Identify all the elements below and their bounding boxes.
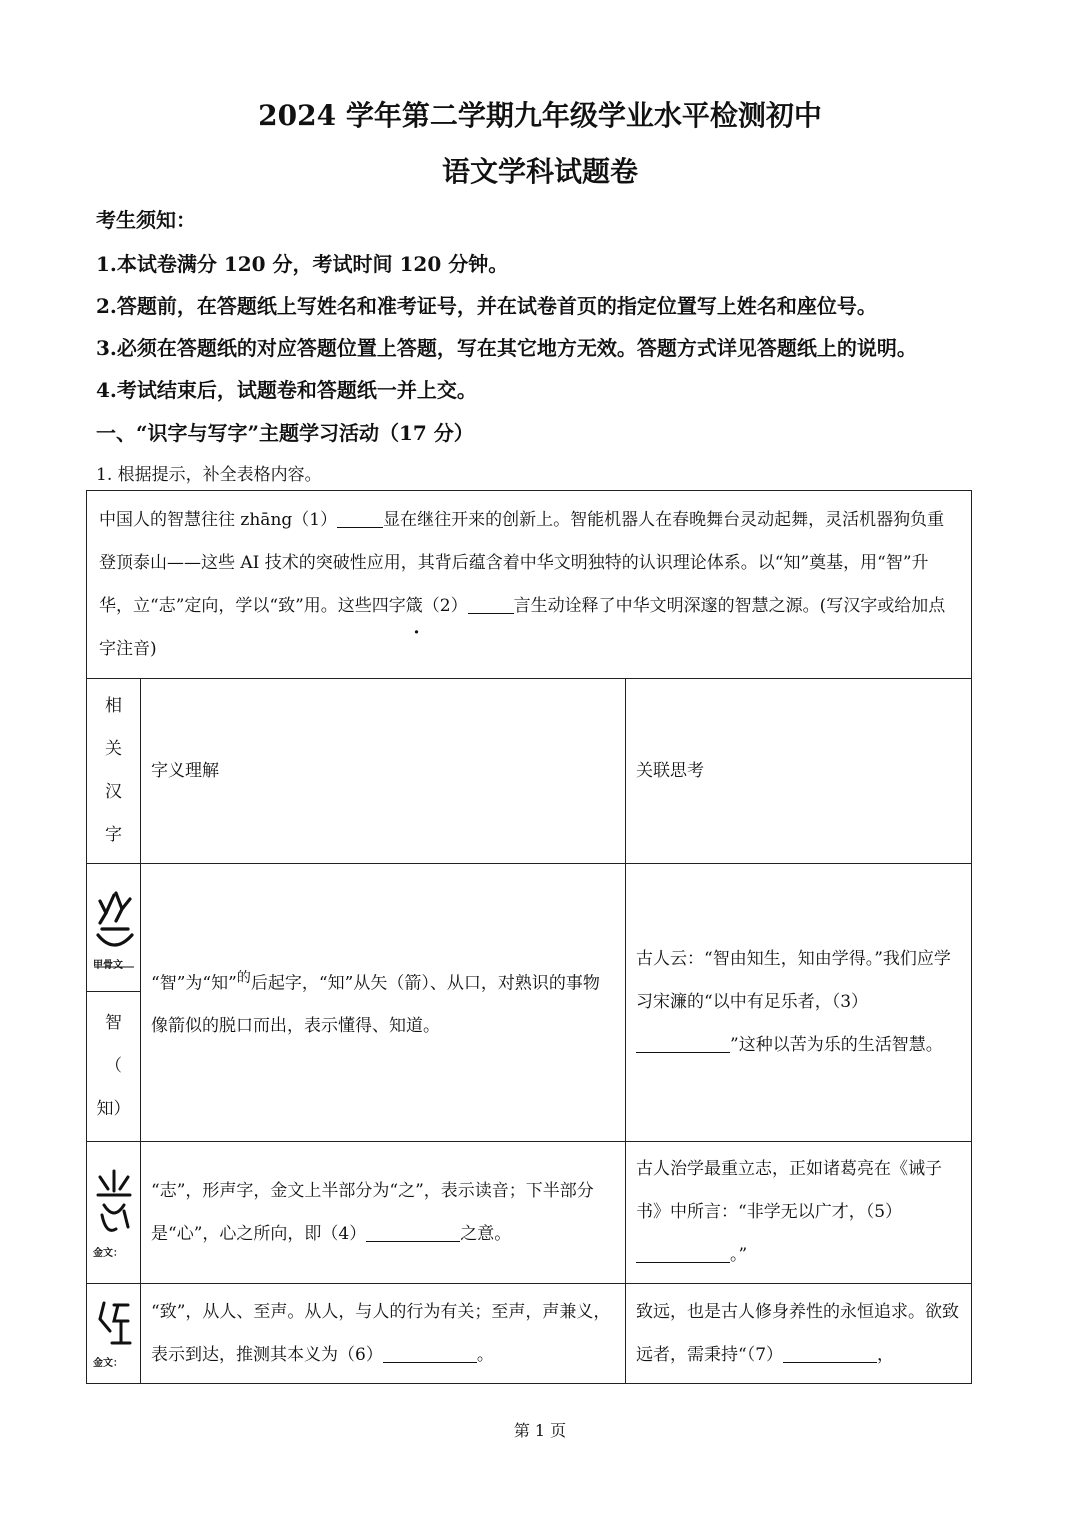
blank-2[interactable] xyxy=(468,596,514,614)
blank-5[interactable] xyxy=(636,1245,730,1263)
question1-prompt: 1. 根据提示，补全表格内容。 xyxy=(96,465,322,485)
blank-1[interactable] xyxy=(337,510,383,528)
blank-6[interactable] xyxy=(383,1345,477,1363)
char-zhi-cell: 智 （ 知） xyxy=(87,992,141,1142)
header-meaning: 字义理解 xyxy=(141,679,626,864)
bronze-label-1: 金文： xyxy=(93,1247,123,1259)
question1-table xyxy=(86,490,972,1384)
blank-4[interactable] xyxy=(366,1224,460,1242)
bronze-label-2: 金文： xyxy=(93,1357,123,1369)
header-related-chars: 相 关 汉 字 xyxy=(87,679,141,864)
meaning-zhi-will: “志”，形声字，金文上半部分为“之”，表示读音；下半部分是“心”，心之所向，即（4） 之意。 xyxy=(141,1142,626,1284)
header-thinking: 关联思考 xyxy=(626,679,972,864)
thinking-zhi-reach: 致远，也是古人修身养性的永恒追求。欲致远者，需秉持“（7） ， xyxy=(626,1284,972,1384)
bronze-zhi-will-glyph-cell xyxy=(87,1142,141,1284)
meaning-zhi-reach: “致”，从人、至声。从人，与人的行为有关；至声，声兼义，表示到达，推测其本义为（6） 。 xyxy=(141,1284,626,1384)
blank-7[interactable] xyxy=(783,1345,877,1363)
bronze-zhi-reach-glyph-cell xyxy=(87,1284,141,1384)
blank-3[interactable] xyxy=(636,1035,730,1053)
thinking-zhi: 古人云：“智由知生，知由学得。”我们应学习宋濂的“以中有足乐者，（3）”这种以苦为乐的生活智慧。 xyxy=(626,864,972,1142)
oracle-bone-label: 甲骨文 xyxy=(93,959,123,971)
notice-heading: 考生须知： xyxy=(96,208,196,232)
intro-passage: 中国人的智慧往往 zhāng（1） 显在继往开来的创新上。智能机器人在春晚舞台灵动起舞，灵活机器狗负重登顶泰山——这些 AI 技术的突破性应用，其背后蕴含着中华文明独特的认识理论体系。以“知”奠基，用“智”升华，立“志”定向，学以“致”用。这些四字箴（2） 言生动诠释了中华文明深邃的智慧之源。(写汉字或给加点字注音) xyxy=(87,491,972,679)
notice-item-2: 2.答题前，在答题纸上写姓名和准考证号，并在试卷首页的指定位置写上姓名和座位号。 xyxy=(96,294,877,318)
oracle-bone-glyph-cell xyxy=(87,864,141,992)
notice-item-3: 3.必须在答题纸的对应答题位置上答题，写在其它地方无效。答题方式详见答题纸上的说明。 xyxy=(96,336,917,360)
exam-title-line2: 语文学科试题卷 xyxy=(441,155,638,188)
bronze-zhi-will-glyph-icon xyxy=(94,1165,134,1247)
thinking-zhi-will: 古人治学最重立志，正如诸葛亮在《诫子书》中所言：“非学无以广才，（5）。” xyxy=(626,1142,972,1284)
section1-title: 一、“识字与写字”主题学习活动（17 分） xyxy=(96,421,474,445)
dotted-char: 箴 xyxy=(405,595,423,616)
meaning-zhi: “智”为“知”$^的$后起字，“知”从矢（箭）、从口，对熟识的事物像箭似的脱口而出，表示懂得、知道。 xyxy=(141,864,626,1142)
page-number: 第 1 页 xyxy=(513,1421,567,1440)
exam-title-line1: 2024 学年第二学期九年级学业水平检测初中 xyxy=(258,99,822,132)
notice-item-4: 4.考试结束后，试题卷和答题纸一并上交。 xyxy=(96,378,477,402)
bronze-zhi-reach-glyph-icon xyxy=(94,1297,134,1357)
notice-item-1: 1.本试卷满分 120 分，考试时间 120 分钟。 xyxy=(96,252,509,276)
